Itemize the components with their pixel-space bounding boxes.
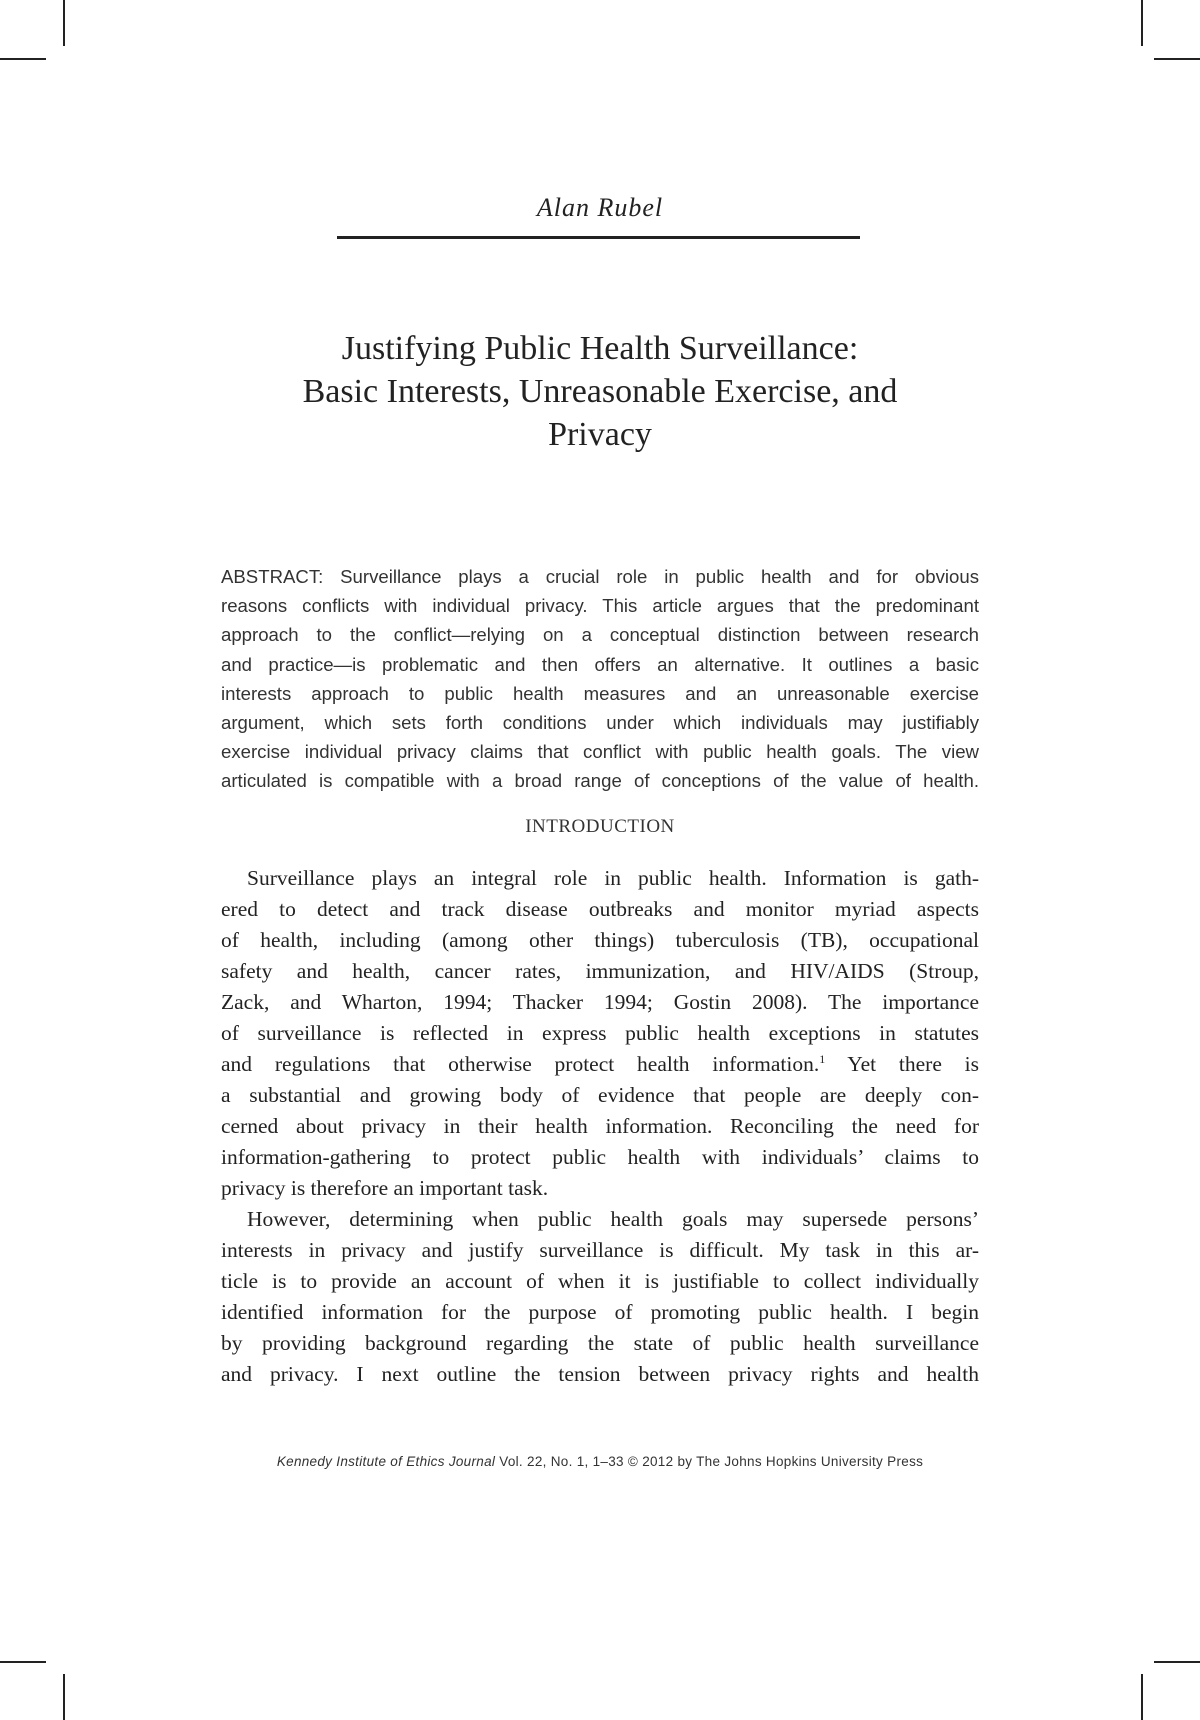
crop-mark-bottom-left-horizontal (0, 1661, 46, 1663)
body-line: of surveillance is reflected in express public health exceptions in statutes (221, 1021, 979, 1045)
title-line: Privacy (548, 416, 652, 453)
paragraph-1 (221, 863, 979, 1204)
body-line: identified information for the purpose of promoting public health. I begin (221, 1300, 979, 1324)
body-line-with-footnote (221, 1049, 979, 1080)
body-line: a substantial and growing body of evidence that people are deeply con- (221, 1083, 979, 1107)
crop-mark-top-right-vertical (1141, 0, 1143, 46)
abstract-line: interests approach to public health measures and an unreasonable exercise (221, 682, 979, 704)
abstract-line: approach to the conflict—relying on a conceptual distinction between research (221, 624, 979, 646)
body-line: and privacy. I next outline the tension between privacy rights and health (221, 1362, 979, 1386)
abstract-line: reasons conflicts with individual privacy. This article argues that the predominant (221, 595, 979, 617)
body-line: cerned about privacy in their health information. Reconciling the need for (221, 1114, 979, 1138)
title-line: Justifying Public Health Surveillance: (341, 330, 859, 367)
body-line: ticle is to provide an account of when it is justifiable to collect individually (221, 1269, 979, 1293)
journal-footer (0, 1454, 1200, 1469)
body-line-tail: Yet there is (825, 1052, 979, 1076)
crop-mark-top-left-horizontal (0, 58, 46, 60)
abstract (221, 562, 979, 796)
author-rule (337, 236, 860, 239)
abstract-line: argument, which sets forth conditions under which individuals may justifiably (221, 712, 979, 734)
body-line: Zack, and Wharton, 1994; Thacker 1994; Gostin 2008). The importance (221, 990, 979, 1014)
crop-mark-bottom-right-horizontal (1154, 1661, 1200, 1663)
crop-mark-bottom-left-vertical (63, 1674, 65, 1720)
section-heading-introduction: INTRODUCTION (525, 816, 675, 837)
crop-mark-top-left-vertical (63, 0, 65, 46)
footnote-marker[interactable]: 1 (819, 1051, 826, 1066)
body-line: information-gathering to protect public health with individuals’ claims to (221, 1145, 979, 1169)
paragraph-2 (221, 1204, 979, 1390)
abstract-line: articulated is compatible with a broad range of conceptions of the value of health. (221, 770, 979, 792)
body-line: by providing background regarding the state of public health surveillance (221, 1331, 979, 1355)
abstract-line: and practice—is problematic and then offers an alternative. It outlines a basic (221, 653, 979, 675)
author-name: Alan Rubel (536, 193, 664, 222)
body-line: Surveillance plays an integral role in public health. Information is gath- (247, 866, 979, 890)
article-title (200, 327, 1000, 456)
body-line: safety and health, cancer rates, immunization, and HIV/AIDS (Stroup, (221, 959, 979, 983)
journal-name: Kennedy Institute of Ethics Journal (276, 1454, 496, 1469)
body-line: interests in privacy and justify surveillance is difficult. My task in this ar- (221, 1238, 979, 1262)
journal-citation: Vol. 22, No. 1, 1–33 © 2012 by The Johns Hopkins University Press (495, 1454, 924, 1469)
body-line: of health, including (among other things) tuberculosis (TB), occupational (221, 928, 979, 952)
body-line: privacy is therefore an important task. (221, 1176, 549, 1200)
abstract-line: ABSTRACT: Surveillance plays a crucial role in public health and for obvious (221, 566, 979, 587)
body-line-text: and regulations that otherwise protect health information. (221, 1052, 820, 1076)
body-line: However, determining when public health goals may supersede persons’ (247, 1207, 979, 1231)
abstract-line: exercise individual privacy claims that conflict with public health goals. The view (221, 741, 979, 763)
crop-mark-top-right-horizontal (1154, 58, 1200, 60)
crop-mark-bottom-right-vertical (1141, 1674, 1143, 1720)
body-text (221, 863, 979, 1390)
title-line: Basic Interests, Unreasonable Exercise, and (302, 373, 898, 410)
body-line: ered to detect and track disease outbreaks and monitor myriad aspects (221, 897, 979, 921)
